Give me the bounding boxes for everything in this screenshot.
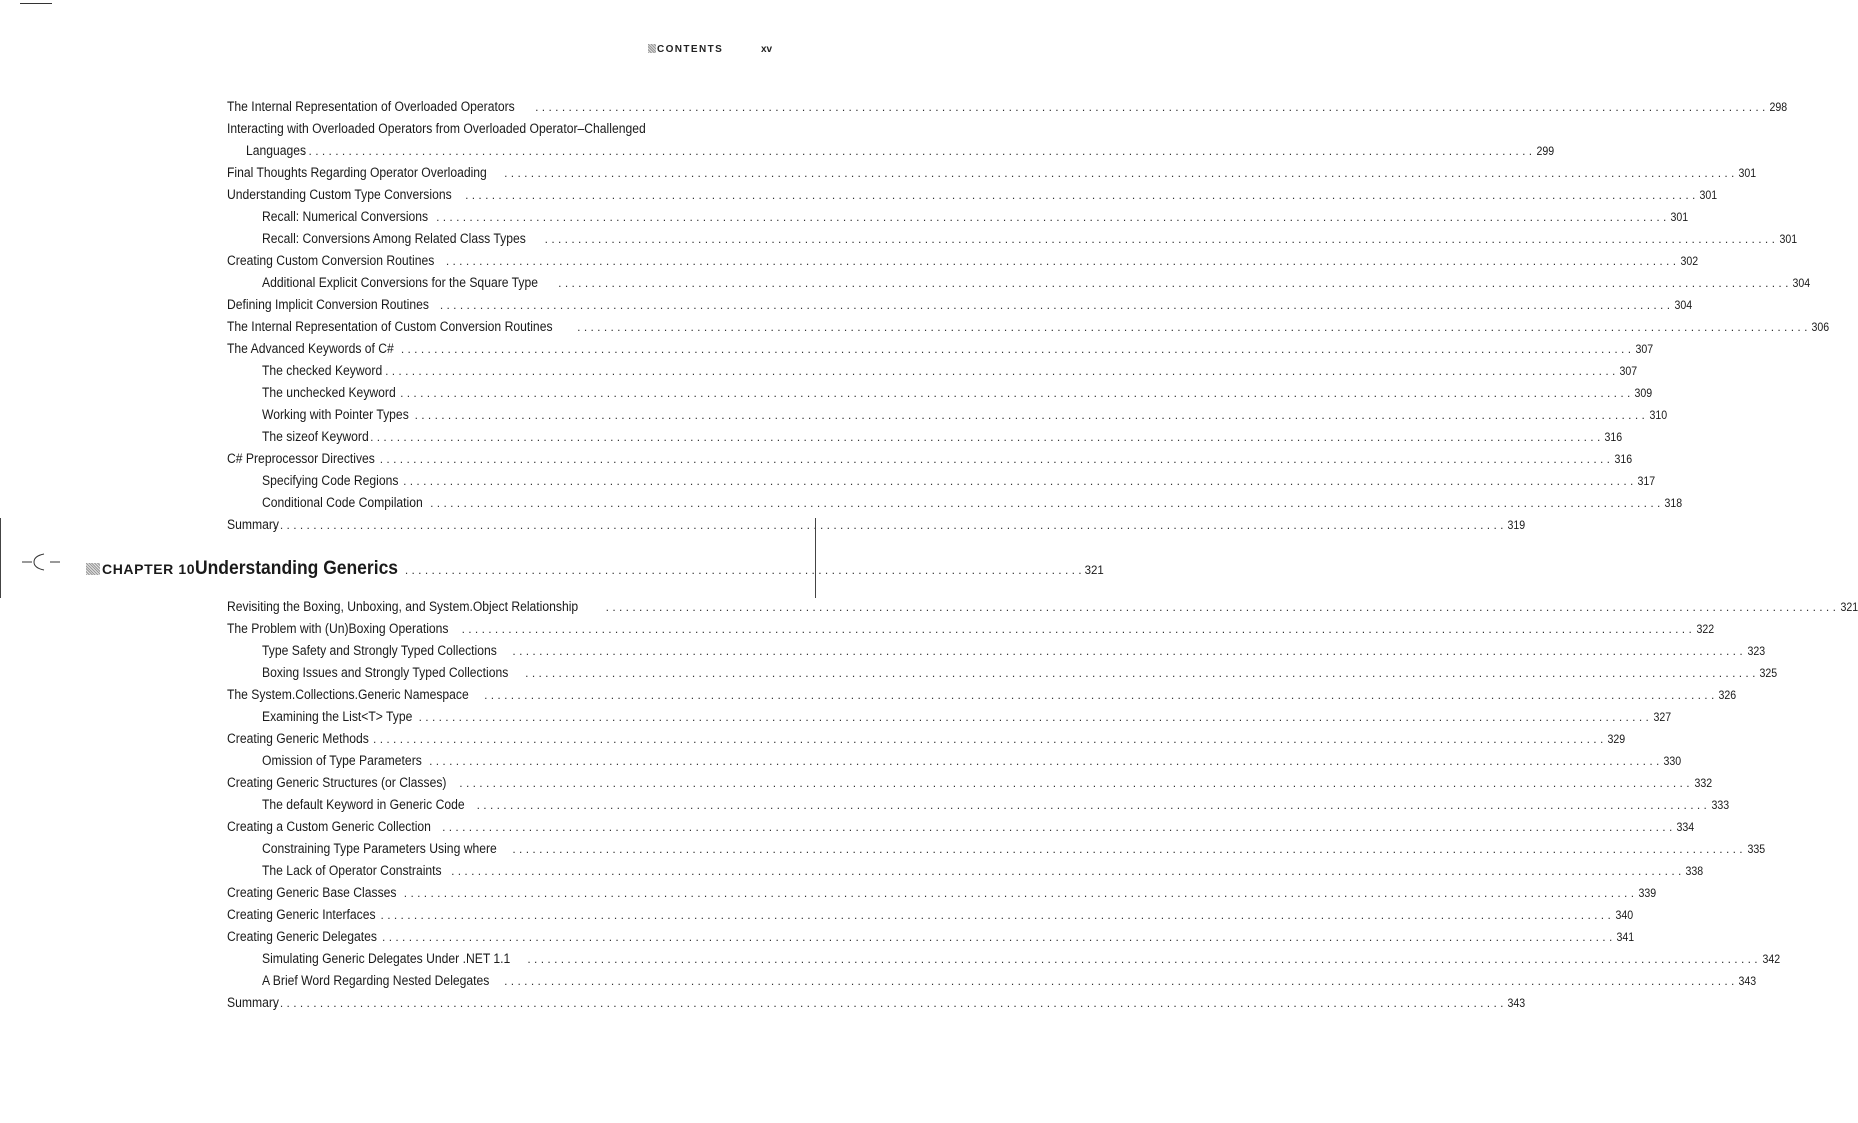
hatch-mark-icon <box>648 44 656 53</box>
dot-leader <box>273 992 1503 1014</box>
toc-page-number: 322 <box>1696 624 1714 636</box>
toc-entry-title: Conditional Code Compilation <box>262 495 423 510</box>
toc-entry-title: Creating Generic Delegates <box>227 929 377 944</box>
page-folio: xv <box>761 44 773 55</box>
dot-leader <box>451 860 1681 882</box>
toc-entry[interactable] <box>227 514 1526 536</box>
toc-entry[interactable] <box>227 448 1633 470</box>
toc-page-number: 319 <box>1508 520 1526 532</box>
dot-leader <box>436 206 1666 228</box>
toc-entry-title: Examining the List<T> Type <box>262 709 413 724</box>
toc-entry-title: The Internal Representation of Custom Conversion Routines <box>227 319 553 334</box>
toc-entry[interactable] <box>227 882 1657 904</box>
toc-entry[interactable] <box>227 684 1737 706</box>
toc-entry-title: The Lack of Operator Constraints <box>262 863 442 878</box>
dot-leader <box>400 382 1630 404</box>
toc-page-number: 330 <box>1663 756 1682 768</box>
toc-page-number: 307 <box>1619 366 1638 378</box>
toc-entry[interactable] <box>227 948 1780 970</box>
toc-entry-title: Simulating Generic Delegates Under .NET 1.1 <box>262 951 511 966</box>
dot-leader <box>403 470 1633 492</box>
toc-entry-title: Creating Generic Structures (or Classes) <box>227 775 447 790</box>
toc-entry-title: Final Thoughts Regarding Operator Overloading <box>227 165 487 180</box>
dot-leader <box>462 618 1692 640</box>
toc-entry-title: A Brief Word Regarding Nested Delegates <box>262 973 490 988</box>
dot-leader <box>429 750 1659 772</box>
toc-entry-title: Summary <box>227 517 279 532</box>
toc-page-number: 301 <box>1699 190 1718 202</box>
toc-entry-title: Type Safety and Strongly Typed Collections <box>262 643 497 658</box>
toc-page-number: 340 <box>1615 910 1633 922</box>
toc-entry-title: Understanding Custom Type Conversions <box>227 187 452 202</box>
toc-page-number: 333 <box>1711 800 1730 812</box>
dot-leader <box>446 250 1676 272</box>
toc-page-number: 304 <box>1792 278 1811 290</box>
toc-entry[interactable] <box>227 360 1638 382</box>
dot-leader <box>525 662 1755 684</box>
toc-entry-title: Constraining Type Parameters Using where <box>262 841 497 856</box>
toc-entry-title: Creating Generic Interfaces <box>227 907 376 922</box>
toc-entry[interactable] <box>227 794 1730 816</box>
toc-page-number: 327 <box>1653 712 1672 724</box>
dot-leader <box>504 970 1734 992</box>
toc-page-number: 316 <box>1604 432 1623 444</box>
dot-leader <box>404 882 1634 904</box>
dot-leader <box>442 816 1672 838</box>
toc-entry-title: The default Keyword in Generic Code <box>262 797 465 812</box>
toc-entry-title: The Advanced Keywords of C# <box>227 341 394 356</box>
running-head <box>648 44 723 55</box>
toc-page-number: 323 <box>1747 646 1765 658</box>
toc-entry[interactable] <box>227 338 1654 360</box>
toc-page-number: 299 <box>1536 146 1555 158</box>
toc-entry-title: Interacting with Overloaded Operators from Overloaded Operator–Challenged <box>227 121 646 136</box>
toc-page-number: 301 <box>1779 234 1798 246</box>
dot-leader <box>385 360 1615 382</box>
dot-leader <box>558 272 1788 294</box>
toc-page-number: 307 <box>1635 344 1654 356</box>
dot-leader <box>527 948 1757 970</box>
toc-page-number: 304 <box>1674 300 1693 312</box>
dot-leader <box>382 926 1612 948</box>
toc-entry[interactable] <box>227 426 1623 448</box>
dot-leader <box>504 162 1734 184</box>
toc-entry[interactable] <box>227 772 1712 794</box>
page-top-rule <box>20 3 52 4</box>
chapter-label-text: CHAPTER 10 <box>102 561 196 577</box>
toc-entry-title: The checked Keyword <box>262 363 383 378</box>
chapter-heading <box>86 558 1104 588</box>
toc-entry[interactable] <box>227 904 1633 926</box>
toc-page-number: 342 <box>1762 954 1780 966</box>
toc-entry-title: Omission of Type Parameters <box>262 753 422 768</box>
toc-entry[interactable] <box>227 272 1811 294</box>
toc-page-number: 318 <box>1664 498 1683 510</box>
toc-page-number: 343 <box>1738 976 1757 988</box>
toc-page-number: 341 <box>1616 932 1635 944</box>
toc-page-number: 301 <box>1738 168 1757 180</box>
toc-entry-title: Creating a Custom Generic Collection <box>227 819 431 834</box>
hatch-mark-icon <box>86 563 100 575</box>
toc-entry-title: Creating Generic Base Classes <box>227 885 397 900</box>
toc-entry-title: The Problem with (Un)Boxing Operations <box>227 621 449 636</box>
toc-entry[interactable] <box>227 992 1526 1014</box>
toc-entry[interactable] <box>227 162 1757 184</box>
dot-leader <box>302 140 1532 162</box>
dot-leader <box>273 514 1503 536</box>
toc-entry[interactable] <box>227 728 1626 750</box>
toc-section-lower <box>227 596 1858 1014</box>
toc-entry[interactable] <box>227 662 1778 684</box>
toc-entry[interactable] <box>227 618 1714 640</box>
toc-entry-title: Specifying Code Regions <box>262 473 399 488</box>
toc-page-number: 301 <box>1670 212 1689 224</box>
toc-page-number: 325 <box>1759 668 1778 680</box>
toc-entry[interactable] <box>227 404 1668 426</box>
toc-page-number: 302 <box>1680 256 1699 268</box>
dot-leader <box>370 426 1600 448</box>
toc-entry-title: Summary <box>227 995 279 1010</box>
toc-page-number: 326 <box>1718 690 1737 702</box>
toc-entry-title: Defining Implicit Conversion Routines <box>227 297 429 312</box>
toc-entry-title: The sizeof Keyword <box>262 429 369 444</box>
toc-entry[interactable] <box>227 816 1695 838</box>
dot-leader <box>484 684 1714 706</box>
dot-leader <box>440 294 1670 316</box>
dot-leader <box>381 904 1611 926</box>
toc-page-number: 339 <box>1638 888 1657 900</box>
toc-entry-title: Recall: Conversions Among Related Class Types <box>262 231 526 246</box>
dot-leader <box>373 728 1603 750</box>
dot-leader <box>545 228 1775 250</box>
dot-leader <box>415 404 1645 426</box>
crop-mark-icon <box>22 548 62 578</box>
dot-leader <box>512 838 1742 860</box>
toc-entry-title: Creating Generic Methods <box>227 731 369 746</box>
toc-entry-title: Recall: Numerical Conversions <box>262 209 429 224</box>
dot-leader <box>512 640 1742 662</box>
chapter-label <box>86 561 195 577</box>
dot-leader <box>419 706 1649 728</box>
toc-entry-title: Revisiting the Boxing, Unboxing, and System.Object Relationship <box>227 599 579 614</box>
toc-page-number: 329 <box>1607 734 1626 746</box>
toc-entry[interactable] <box>227 228 1798 250</box>
toc-page-number: 298 <box>1769 102 1788 114</box>
dot-leader <box>465 184 1695 206</box>
dot-leader <box>606 596 1836 618</box>
dot-leader <box>405 563 1082 577</box>
toc-entry[interactable] <box>227 316 1830 338</box>
toc-entry-title: The System.Collections.Generic Namespace <box>227 687 469 702</box>
toc-page-number: 332 <box>1694 778 1712 790</box>
dot-leader <box>430 492 1660 514</box>
toc-page-number: 317 <box>1637 476 1656 488</box>
dot-leader <box>535 96 1765 118</box>
toc-entry[interactable] <box>227 206 1689 228</box>
toc-entry-title: Boxing Issues and Strongly Typed Collections <box>262 665 509 680</box>
toc-entry-title: C# Preprocessor Directives <box>227 451 375 466</box>
toc-entry[interactable] <box>227 860 1704 882</box>
toc-entry[interactable] <box>227 492 1683 514</box>
toc-entry[interactable] <box>227 706 1672 728</box>
toc-page-number: 338 <box>1685 866 1704 878</box>
dot-leader <box>459 772 1689 794</box>
dot-leader <box>380 448 1610 470</box>
toc-entry[interactable] <box>227 838 1765 860</box>
toc-page-number: 321 <box>1840 602 1858 614</box>
dot-leader <box>577 316 1807 338</box>
toc-entry[interactable] <box>227 640 1765 662</box>
toc-page-number: 335 <box>1747 844 1765 856</box>
toc-entry[interactable] <box>227 96 1788 118</box>
toc-entry[interactable] <box>227 926 1635 948</box>
toc-entry[interactable] <box>227 470 1656 492</box>
toc-entry-title: Additional Explicit Conversions for the Square Type <box>262 275 539 290</box>
toc-page-number: 343 <box>1508 998 1526 1010</box>
dot-leader <box>401 338 1631 360</box>
toc-entry-title: The Internal Representation of Overloaded Operators <box>227 99 515 114</box>
toc-entry[interactable] <box>227 596 1858 618</box>
running-head-label: CONTENTS <box>657 44 724 55</box>
toc-entry[interactable] <box>227 750 1682 772</box>
toc-entry-title-continued: Languages <box>246 143 307 158</box>
toc-entry[interactable] <box>227 184 1718 206</box>
dot-leader <box>477 794 1707 816</box>
toc-section-upper <box>227 96 1830 536</box>
toc-entry[interactable] <box>227 382 1653 404</box>
toc-entry[interactable] <box>227 250 1699 272</box>
toc-page-number: 316 <box>1614 454 1633 466</box>
toc-page-number: 310 <box>1649 410 1668 422</box>
toc-page-number: 334 <box>1676 822 1695 834</box>
toc-entry[interactable] <box>227 294 1693 316</box>
chapter-page-number: 321 <box>1084 565 1104 577</box>
toc-entry[interactable] <box>227 118 1555 162</box>
toc-page-number: 309 <box>1634 388 1653 400</box>
left-page-edge <box>0 518 1 598</box>
toc-entry-title: Working with Pointer Types <box>262 407 409 422</box>
toc-entry-title: Creating Custom Conversion Routines <box>227 253 435 268</box>
toc-entry[interactable] <box>227 970 1757 992</box>
toc-entry-title: The unchecked Keyword <box>262 385 396 400</box>
toc-page-number: 306 <box>1811 322 1830 334</box>
chapter-title[interactable]: Understanding Generics <box>195 558 399 579</box>
